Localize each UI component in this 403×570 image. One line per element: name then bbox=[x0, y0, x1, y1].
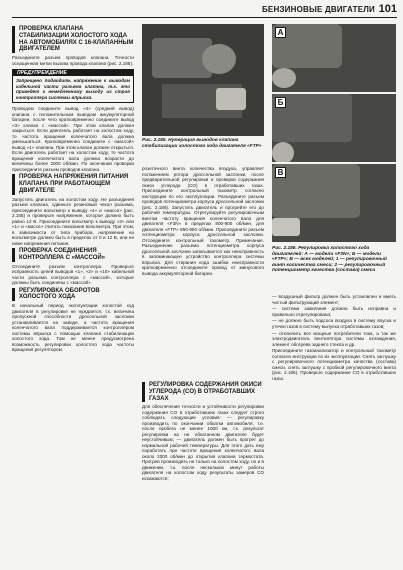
section-heading: ПРОВЕРКА СОЕДИНЕНИЯ КОНТРОЛЛЕРА С «МАССОЙ» bbox=[12, 248, 134, 262]
section-heading: ПРОВЕРКА КЛАПАНА СТАБИЛИЗАЦИИ ХОЛОСТОГО ХОДА НА АВТОМОБИЛЯХ С 16-КЛАПАННЫМ ДВИГАТЕЛЕМ bbox=[12, 26, 134, 53]
running-header-title: БЕНЗИНОВЫЕ ДВИГАТЕЛИ bbox=[261, 5, 375, 14]
list-item: — отключить все мощные потребители тока, а так же электродвигатель вентилятора системы охлаждения, элемент обогрева заднего стекла и др. bbox=[272, 330, 396, 347]
warning-title: ПРЕДУПРЕЖДЕНИЕ bbox=[13, 70, 133, 76]
figure-caption: Рис. 2.185. Нумерация выводов клапана стабилизации холостого хода двигателя «FTP» bbox=[142, 138, 262, 149]
page-header bbox=[12, 4, 397, 18]
figure-caption: Рис. 2.186. Регулировка холостого хода двигателей: А — модели «F3N»; Б — модели «FTP»; В — всех моделей; 1 — регулировочный винт количества смеси; 2 — регулировочный потенциометр качества (состава) смеси bbox=[272, 246, 387, 274]
figure-photo-b bbox=[272, 94, 396, 162]
list-item: — воздушный фильтр должен быть установлен и иметь чистый фильтрующий элемент; bbox=[272, 294, 396, 305]
figure-photo-a bbox=[272, 24, 396, 92]
section-heading: ПРОВЕРКА НАПРЯЖЕНИЯ ПИТАНИЯ КЛАПАНА ПРИ РАБОТАЮЩЕМ ДВИГАТЕЛЕ bbox=[12, 174, 134, 194]
list-item: Присоедините газоанализатор и контрольный тахометр согласно инструкции по их эксплуатации. Снять заглушку с регулировочного потенциометра качества (состава) смеси, снять заглушку с пробкой регулировочного винта (рис. 2.186). Проверьте содержание CO в отработавших газах. bbox=[272, 348, 396, 381]
photo-tag: А bbox=[275, 27, 286, 38]
right-text-block bbox=[272, 294, 396, 382]
paragraph: Запустить двигатель на холостом ходу. Не разъединяя разъем клапана, сдвиньте резиновый чехол разъема, присоедините вольтметр к выводу «4» и «массе» (рис. 2.185) и проверьте напряжение, которое должно быть равно 12 В. Присоедините вольтметр к выводу «3» или «1» и «массе» считать показания вольтметра. При этом, в зависимости от типа прибора, напряжение на вольтметре должно быть в пределах от 0 и 12 В, или не ниже напряжения питания. bbox=[12, 196, 134, 246]
list-item: — система зажигания должна быть исправна и правильно отрегулирована; bbox=[272, 306, 396, 317]
paragraph: Разъедините разъем проводов клапана. Точности оснащенная метки вызова провода клапана (рис. 2.185). bbox=[12, 55, 134, 66]
page-number: 101 bbox=[378, 3, 397, 15]
paragraph: Отсоедините разъем контроллера. Проверьте исправность цепей выводов «1», «2» и «10» кабельной части разъема контроллера с «массой», которые должны быть соединены с «массой». bbox=[12, 263, 134, 286]
warning-box bbox=[12, 69, 134, 103]
middle-text-block bbox=[142, 166, 264, 278]
paragraph: Проводом соедините вывод «4» (средний вывод) клапана с положительным выводом аккумуляторной батареи, после чего кратковременно соедините вывод «3» клапан с «массой». При этом клапан должен закрыться. Если двигатель работает на холостом ходу, то частота вращения коленчатого вала должна уменьшиться. Кратковременно соедините с «массой» вывод «1» клапана. При этом клапан должен открыться. Если двигатель работает на холостом ходу, то частота вращения коленчатого вала должна возрасти до величины более 2000 об/мин. По окончании проверки присоедините разъем проводов клапана. bbox=[12, 106, 134, 172]
list-item: — не должно быть подсоса воздуха в систему впуска и утечки газов в систему выпуска отработавших газов; bbox=[272, 318, 396, 329]
paragraph: Для обеспечения точности и устойчивости регулировки содержания CO в отработавших газах следует строго соблюдать следующие условия: — регулировку производить по окончании обкатки автомобиля, т.е. после пробега не менее 1000 км, т.к. результат регулировки на не обкатанном двигателе будет неустойчивым; — двигатель должен быть прогрет до нормальной рабочей температуры. Для этого дать ему поработать при частоте вращения коленчатого вала около 2000 об/мин до открытия клапана термостата. Прогрев производить не только на холостом ходу, но и в движении, т.к. после нескольких минут работы двигателя на холостом ходу результаты замеров CO искажаются; bbox=[142, 404, 264, 481]
section-heading: РЕГУЛИРОВКА ОБОРОТОВ ХОЛОСТОГО ХОДА bbox=[12, 288, 134, 302]
paragraph: В начальный период эксплуатации холостой ход двигателя в регулировке не нуждается, т.к. величина пропускной способности дроссельной заслонки устанавливается на заводе, а частота вращения коленчатого вала поддерживается контроллером системы впрыска с помощью клапана стабилизации холостого хода. Там не менее предусмотрена возможность регулировки холостого хода частоты вращения регулятором. bbox=[12, 303, 134, 353]
warning-text: Запрещено подводить напряжение к выводам кабельной части разъема клапана, т.к. это приведет к немедленному выходу из строя контроллера системы впрыска. bbox=[16, 78, 130, 100]
paragraph: розеточного винта количества воздуха, управляет положением ротора дроссельной заслонки, после предварительной регулировки и проверки содержания окиси углерода (CO) в отработавших газах. Присоедините контрольный тахометр согласно инструкции по его эксплуатации. Разъедините разъем проводов потенциометра корпуса дроссельной заслонки (рис. 2.186). Запустить двигатель и прогрейте его до рабочей температуры. Отрегулируйте регулировочным винтом частоту вращения коленчатого вала для двигателя «F3N» в пределах 800-900 об/мин, для двигателя «FTP» 850-950 об/мин. Присоедините разъем потенциометра корпуса дроссельной заслонки. Отсоедините контрольный тахометр. Примечание. Разъединение разъема потенциометра корпуса дроссельной заслонки записывается как неисправность в запоминающее устройство контроллера системы впрыска. Для стирания кода ошибки неисправности кратковременно отсоедините провод от минусового вывода аккумуляторной батареи. bbox=[142, 166, 264, 276]
figure-photo-c bbox=[272, 164, 396, 242]
left-column bbox=[12, 24, 134, 354]
photo-tag: Б bbox=[275, 97, 286, 108]
section-heading: РЕГУЛИРОВКА СОДЕРЖАНИЯ ОКИСИ УГЛЕРОДА (CO) В ОТРАБОТАВШИХ ГАЗАХ bbox=[142, 382, 264, 402]
photo-tag: В bbox=[275, 167, 286, 178]
middle-text-block-2 bbox=[142, 380, 264, 483]
figure-photo-valve bbox=[142, 24, 264, 136]
